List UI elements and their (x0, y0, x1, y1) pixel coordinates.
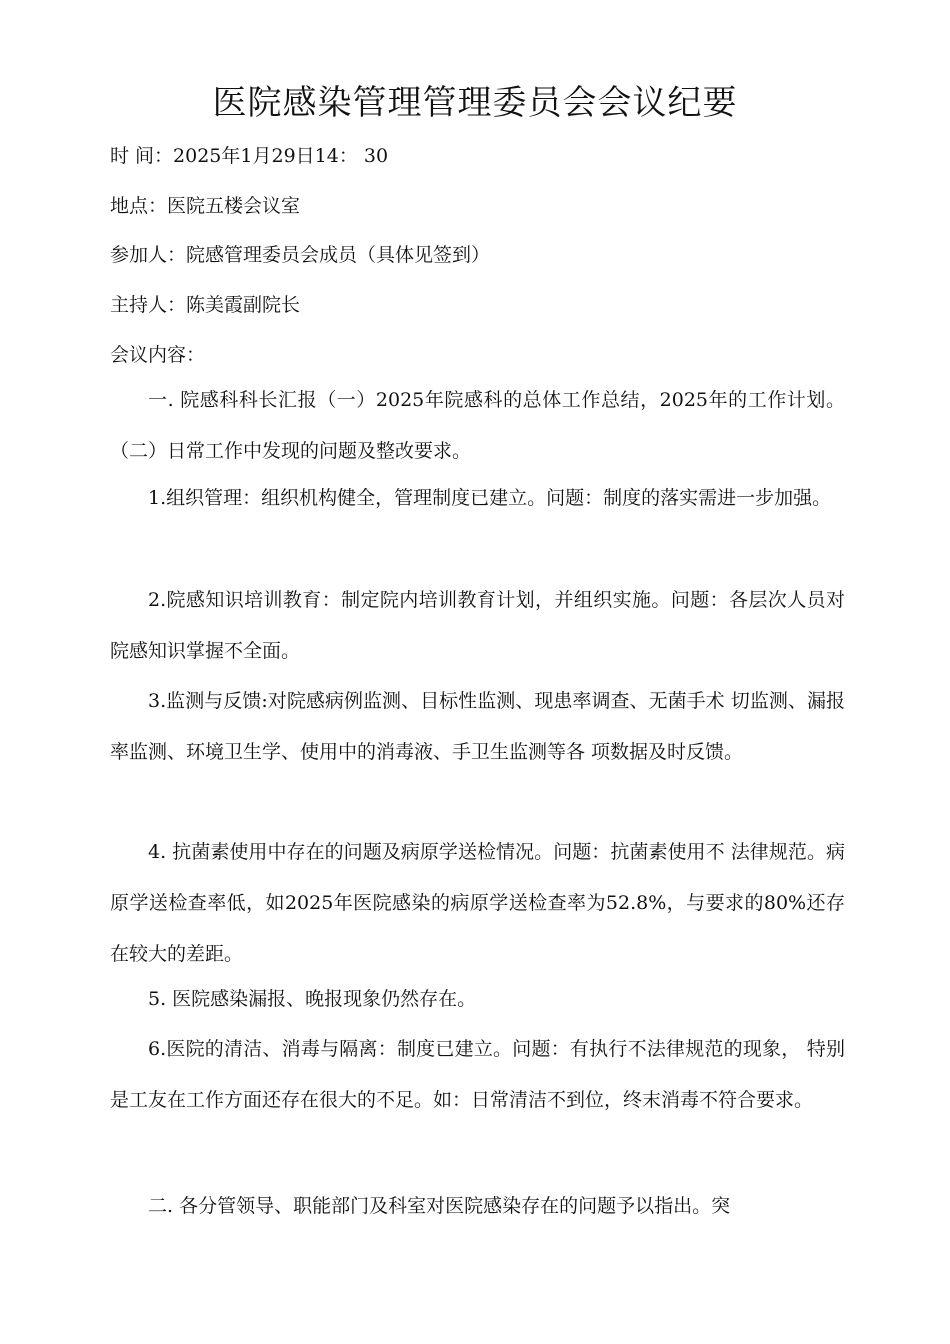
paragraph-item-3: 3.监测与反馈:对院感病例监测、目标性监测、现患率调查、无菌手术 切监测、漏报率监测、环境卫生学、使用中的消毒液、手卫生监测等各 项数据及时反馈。 (110, 690, 845, 763)
meeting-host: 主持人：陈美霞副院长 (110, 294, 301, 316)
paragraph-section-two: 二. 各分管领导、职能部门及科室对医院感染存在的问题予以指出。突 (148, 1195, 731, 1217)
paragraph-item-6: 6.医院的清洁、消毒与隔离：制度已建立。问题：有执行不法律规范的现象， 特别是工友在工作方面还存在很大的不足。如：日常清洁不到位，终末消毒不符合要求。 (110, 1038, 845, 1111)
meeting-place: 地点：医院五楼会议室 (110, 195, 301, 217)
meeting-attendees: 参加人：院感管理委员会成员（具体见签到） (110, 244, 491, 266)
paragraph-item-4: 4. 抗菌素使用中存在的问题及病原学送检情况。问题：抗菌素使用不 法律规范。病原学送检查率低，如2025年医院感染的病原学送检查率为52.8%，与要求的80%还存在较大的差距。 (110, 841, 845, 965)
meeting-time: 时 间：2025年1月29日14： 30 (110, 145, 389, 167)
paragraph-section-one: 一. 院感科科长汇报（一）2025年院感科的总体工作总结，2025年的工作计划。（二）日常工作中发现的问题及整改要求。 (110, 389, 845, 462)
paragraph-item-1: 1.组织管理：组织机构健全，管理制度已建立。问题：制度的落实需进一步加强。 (148, 487, 832, 509)
paragraph-item-5: 5. 医院感染漏报、晚报现象仍然存在。 (148, 988, 477, 1010)
paragraph-item-2: 2.院感知识培训教育：制定院内培训教育计划，并组织实施。问题：各层次人员对院感知识掌握不全面。 (110, 589, 845, 662)
document-title: 医院感染管理管理委员会会议纪要 (212, 83, 738, 123)
content-heading: 会议内容： (110, 344, 206, 366)
